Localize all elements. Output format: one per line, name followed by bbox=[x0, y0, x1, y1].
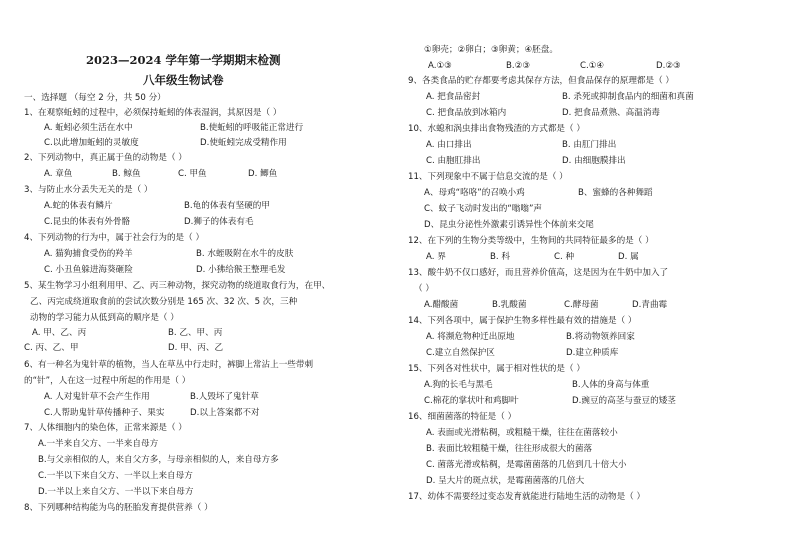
q14-option-a: A. 将濒危物种迁出原地 bbox=[426, 332, 515, 342]
q7-option-d: D.一半以上来自父方、一半以下来自母方 bbox=[38, 487, 194, 497]
q15-option-d: D.豌豆的高茎与蚕豆的矮茎 bbox=[572, 396, 676, 406]
q7-option-a: A.一半来自父方、一半来自母方 bbox=[38, 439, 159, 449]
q13-stem-line1: 13、酸牛奶不仅口感好，而且营养价值高，这是因为在牛奶中加入了 bbox=[408, 268, 669, 278]
q9-option-b: B. 杀死或抑制食品内的细菌和真菌 bbox=[562, 92, 694, 102]
q3-option-d: D.狮子的体表有毛 bbox=[184, 217, 254, 227]
q14-option-d: D.建立种质库 bbox=[566, 348, 619, 358]
q13-option-c: C.酵母菌 bbox=[564, 300, 599, 310]
q7-option-b: B.与父亲相似的人，来自父方多，与母亲相似的人，来自母方多 bbox=[38, 455, 279, 465]
q2-option-c: C. 甲鱼 bbox=[178, 169, 207, 179]
q13-stem-line2: （ ） bbox=[414, 284, 434, 294]
q9-option-c: C. 把食品放到冰箱内 bbox=[426, 108, 507, 118]
q12-stem: 12、在下列的生物分类等级中，生物间的共同特征最多的是（ ） bbox=[408, 236, 654, 246]
q5-option-c: C. 丙、乙、甲 bbox=[24, 343, 79, 353]
q14-stem: 14、下列各项中，属于保护生物多样性最有效的措施是（ ） bbox=[408, 316, 637, 326]
q13-option-d: D.青曲霉 bbox=[632, 300, 668, 310]
q2-option-d: D. 鲫鱼 bbox=[248, 169, 278, 179]
q15-stem: 15、下列各对性状中，属于相对性状的是（ ） bbox=[408, 364, 585, 374]
q11-option-d: D、昆虫分泌性外激素引诱异性个体前来交尾 bbox=[424, 220, 594, 230]
q9-stem: 9、各类食品的贮存都要考虑其保存方法，但食品保存的原理都是（ ） bbox=[408, 76, 675, 86]
q2-stem: 2、下列动物中，真正属于鱼的动物是（ ） bbox=[24, 153, 187, 163]
q10-option-b: B. 由肛门排出 bbox=[562, 140, 617, 150]
exam-title: 2023—2024 学年第一学期期末检测 bbox=[86, 53, 281, 67]
q12-option-d: D. 属 bbox=[618, 252, 639, 262]
q11-stem: 11、下列现象中不属于信息交流的是（ ） bbox=[408, 172, 568, 182]
q17-stem: 17、幼体不需要经过变态发育就能进行陆地生活的动物是（ ） bbox=[408, 492, 646, 502]
q8-option-d: D.②③ bbox=[656, 61, 681, 71]
q8-option-c: C.①④ bbox=[580, 61, 605, 71]
q9-option-a: A. 把食品密封 bbox=[426, 92, 481, 102]
q2-option-b: B. 鲸鱼 bbox=[112, 169, 141, 179]
q1-option-d: D.使蚯蚓完成受精作用 bbox=[200, 138, 287, 148]
q4-option-b: B. 水蛭吸附在水牛的皮肤 bbox=[196, 249, 294, 259]
q14-option-b: B.将动物领养回家 bbox=[566, 332, 635, 342]
q12-option-c: C. 种 bbox=[554, 252, 575, 262]
q3-stem: 3、与防止水分丢失无关的是（ ） bbox=[24, 185, 153, 195]
q13-option-b: B.乳酸菌 bbox=[492, 300, 527, 310]
q10-option-d: D. 由细胞膜排出 bbox=[562, 156, 626, 166]
q14-option-c: C.建立自然保护区 bbox=[426, 348, 495, 358]
q10-option-a: A. 由口排出 bbox=[426, 140, 472, 150]
q12-option-a: A. 界 bbox=[426, 252, 446, 262]
q1-option-a: A. 蚯蚓必须生活在水中 bbox=[44, 123, 133, 133]
q8-items: ①卵壳；②卵白；③卵黄；④胚盘。 bbox=[424, 45, 558, 55]
q4-option-d: D. 小狒给猴王整理毛发 bbox=[196, 265, 286, 275]
q11-option-c: C、蚊子飞动时发出的“嗡嗡”声 bbox=[424, 204, 543, 214]
q10-option-c: C. 由胞肛排出 bbox=[426, 156, 481, 166]
q6-stem-line2: 的“针”，人在这一过程中所起的作用是（ ） bbox=[24, 376, 191, 386]
q6-stem-line1: 6、有一种名为鬼针草的植物，当人在草丛中行走时，裤脚上常沾上一些带刺 bbox=[24, 360, 314, 370]
q5-stem-line3: 动物的学习能力从低到高的顺序是（ ） bbox=[30, 313, 179, 323]
q3-option-b: B.龟的体表有坚硬的甲 bbox=[184, 201, 270, 211]
q16-option-a: A. 表面或光滑粘稠，或粗糙干燥，往往在菌落较小 bbox=[426, 428, 618, 438]
q3-option-c: C.昆虫的体表有外骨骼 bbox=[44, 217, 131, 227]
q1-option-c: C.以此增加蚯蚓的灵敏度 bbox=[44, 138, 139, 148]
q5-option-b: B. 乙、甲、丙 bbox=[168, 328, 223, 338]
q11-option-a: A、母鸡“咯咯”的召唤小鸡 bbox=[424, 188, 525, 198]
q16-stem: 16、细菌菌落的特征是（ ） bbox=[408, 412, 517, 422]
q15-option-c: C.棉花的掌状叶和鸡脚叶 bbox=[424, 396, 519, 406]
q4-stem: 4、下列动物的行为中，属于社会行为的是（ ） bbox=[24, 233, 205, 243]
q6-option-d: D.以上答案都不对 bbox=[190, 408, 260, 418]
q4-option-a: A. 猫狗捕食受伤的羚羊 bbox=[44, 249, 133, 259]
q5-option-d: D. 甲、丙、乙 bbox=[168, 343, 224, 353]
q8-option-a: A.①③ bbox=[428, 61, 452, 71]
q15-option-b: B.人体的身高与体重 bbox=[572, 380, 650, 390]
q3-option-a: A.蛇的体表有鳞片 bbox=[44, 201, 113, 211]
q5-option-a: A. 甲、乙、丙 bbox=[32, 328, 87, 338]
q2-option-a: A. 章鱼 bbox=[44, 169, 73, 179]
section-heading: 一、选择题 （每空 2 分，共 50 分） bbox=[24, 93, 166, 103]
q12-option-b: B. 科 bbox=[490, 252, 510, 262]
q5-stem-line2: 乙、丙完成绕道取食前的尝试次数分别是 165 次、32 次、5 次，三种 bbox=[30, 297, 298, 307]
q9-option-d: D. 把食品煮熟、高温消毒 bbox=[562, 108, 661, 118]
q1-option-b: B.使蚯蚓的呼吸能正常进行 bbox=[200, 123, 304, 133]
q7-stem: 7、人体细胞内的染色体，正常来源是（ ） bbox=[24, 423, 187, 433]
q6-option-a: A. 人对鬼针草不会产生作用 bbox=[44, 392, 150, 402]
q16-option-c: C. 菌落光滑或粘稠，是霉菌菌落的几倍到几十倍大小 bbox=[426, 460, 627, 470]
q6-option-c: C.人帮助鬼针草传播种子、果实 bbox=[44, 408, 165, 418]
q4-option-c: C. 小丑鱼躲进海葵砸险 bbox=[44, 265, 133, 275]
q13-option-a: A.醋酸菌 bbox=[424, 300, 459, 310]
q7-option-c: C.一半以下来自父方、一半以上来自母方 bbox=[38, 471, 193, 481]
q1-stem: 1、在观察蚯蚓的过程中，必须保持蚯蚓的体表湿润，其原因是（ ） bbox=[24, 108, 282, 118]
q10-stem: 10、水螅和涡虫排出食物残渣的方式都是（ ） bbox=[408, 124, 585, 134]
q16-option-d: D. 呈大片的斑点状，是霉菌菌落的几倍大 bbox=[426, 476, 585, 486]
q6-option-b: B.人毁坏了鬼针草 bbox=[190, 392, 259, 402]
q11-option-b: B、蜜蜂的各种舞蹈 bbox=[578, 188, 653, 198]
q8-option-b: B.②③ bbox=[506, 61, 531, 71]
q15-option-a: A.狗的长毛与黑毛 bbox=[424, 380, 493, 390]
q16-option-b: B. 表面比较粗糙干燥，往往形成很大的菌落 bbox=[426, 444, 593, 454]
q8-stem: 8、下列哪种结构能为鸟的胚胎发育提供营养（ ） bbox=[24, 503, 213, 513]
q5-stem-line1: 5、某生物学习小组利用甲、乙、丙三种动物，探究动物的绕道取食行为，在甲、 bbox=[24, 281, 331, 291]
paper-title: 八年级生物试卷 bbox=[143, 73, 224, 87]
